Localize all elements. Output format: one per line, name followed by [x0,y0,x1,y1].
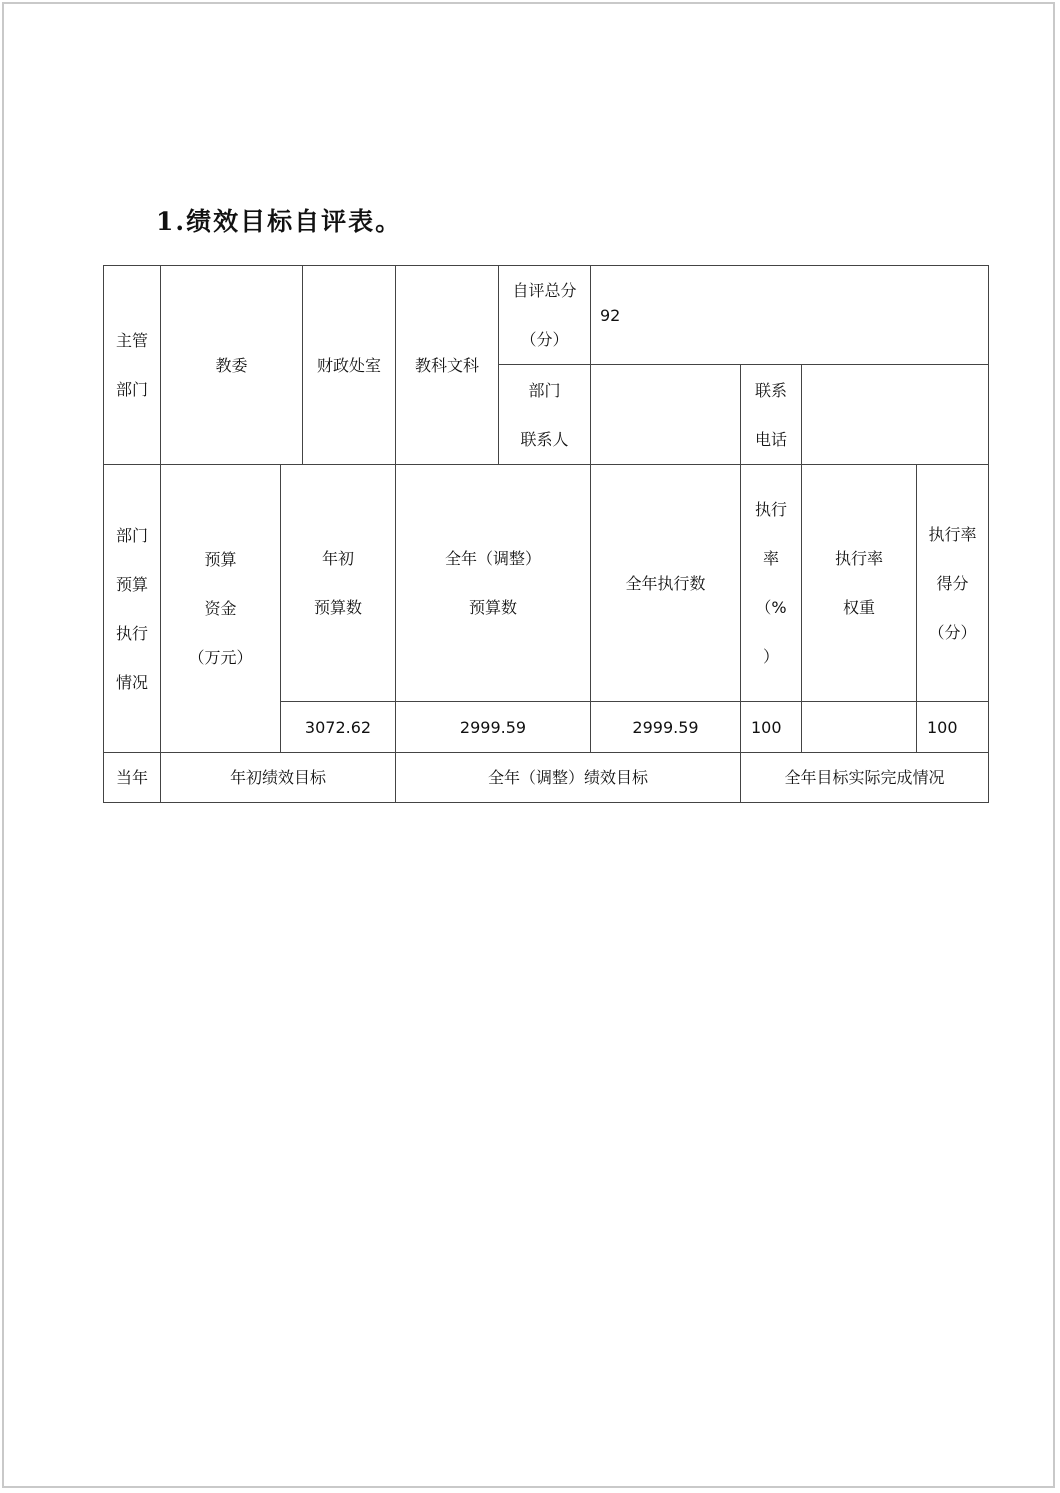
actual-completion-label: 全年目标实际完成情况 [740,752,989,803]
exec-weight-label: 执行率 权重 [801,464,917,702]
contact-value [590,364,741,465]
contact-label: 部门 联系人 [498,364,591,465]
exec-score-value: 100 [916,701,989,753]
office-value: 财政处室 [302,265,396,465]
initial-budget-value: 3072.62 [280,701,396,753]
exec-label: 部门 预算 执行 情况 [103,464,161,753]
exec-rate-value: 100 [740,701,802,753]
initial-budget-label: 年初 预算数 [280,464,396,702]
exec-rate-label: 执行 率 （% ） [740,464,802,702]
dept-label: 主管 部门 [103,265,161,465]
adjusted-goal-label: 全年（调整）绩效目标 [395,752,741,803]
fund-label: 预算 资金 （万元） [160,464,281,753]
phone-label: 联系 电话 [740,364,802,465]
exec-score-label: 执行率 得分 （分） [916,464,989,702]
phone-value [801,364,989,465]
dept-value: 教委 [160,265,303,465]
annual-exec-value: 2999.59 [590,701,741,753]
exec-weight-value [801,701,917,753]
adjusted-budget-value: 2999.59 [395,701,591,753]
year-label: 当年 [103,752,161,803]
page-title: 1.绩效目标自评表。 [156,207,403,236]
score-value: 92 [590,265,989,365]
adjusted-budget-label: 全年（调整） 预算数 [395,464,591,702]
initial-goal-label: 年初绩效目标 [160,752,396,803]
annual-exec-label: 全年执行数 [590,464,741,702]
office-section: 教科文科 [395,265,499,465]
score-label: 自评总分 （分） [498,265,591,365]
